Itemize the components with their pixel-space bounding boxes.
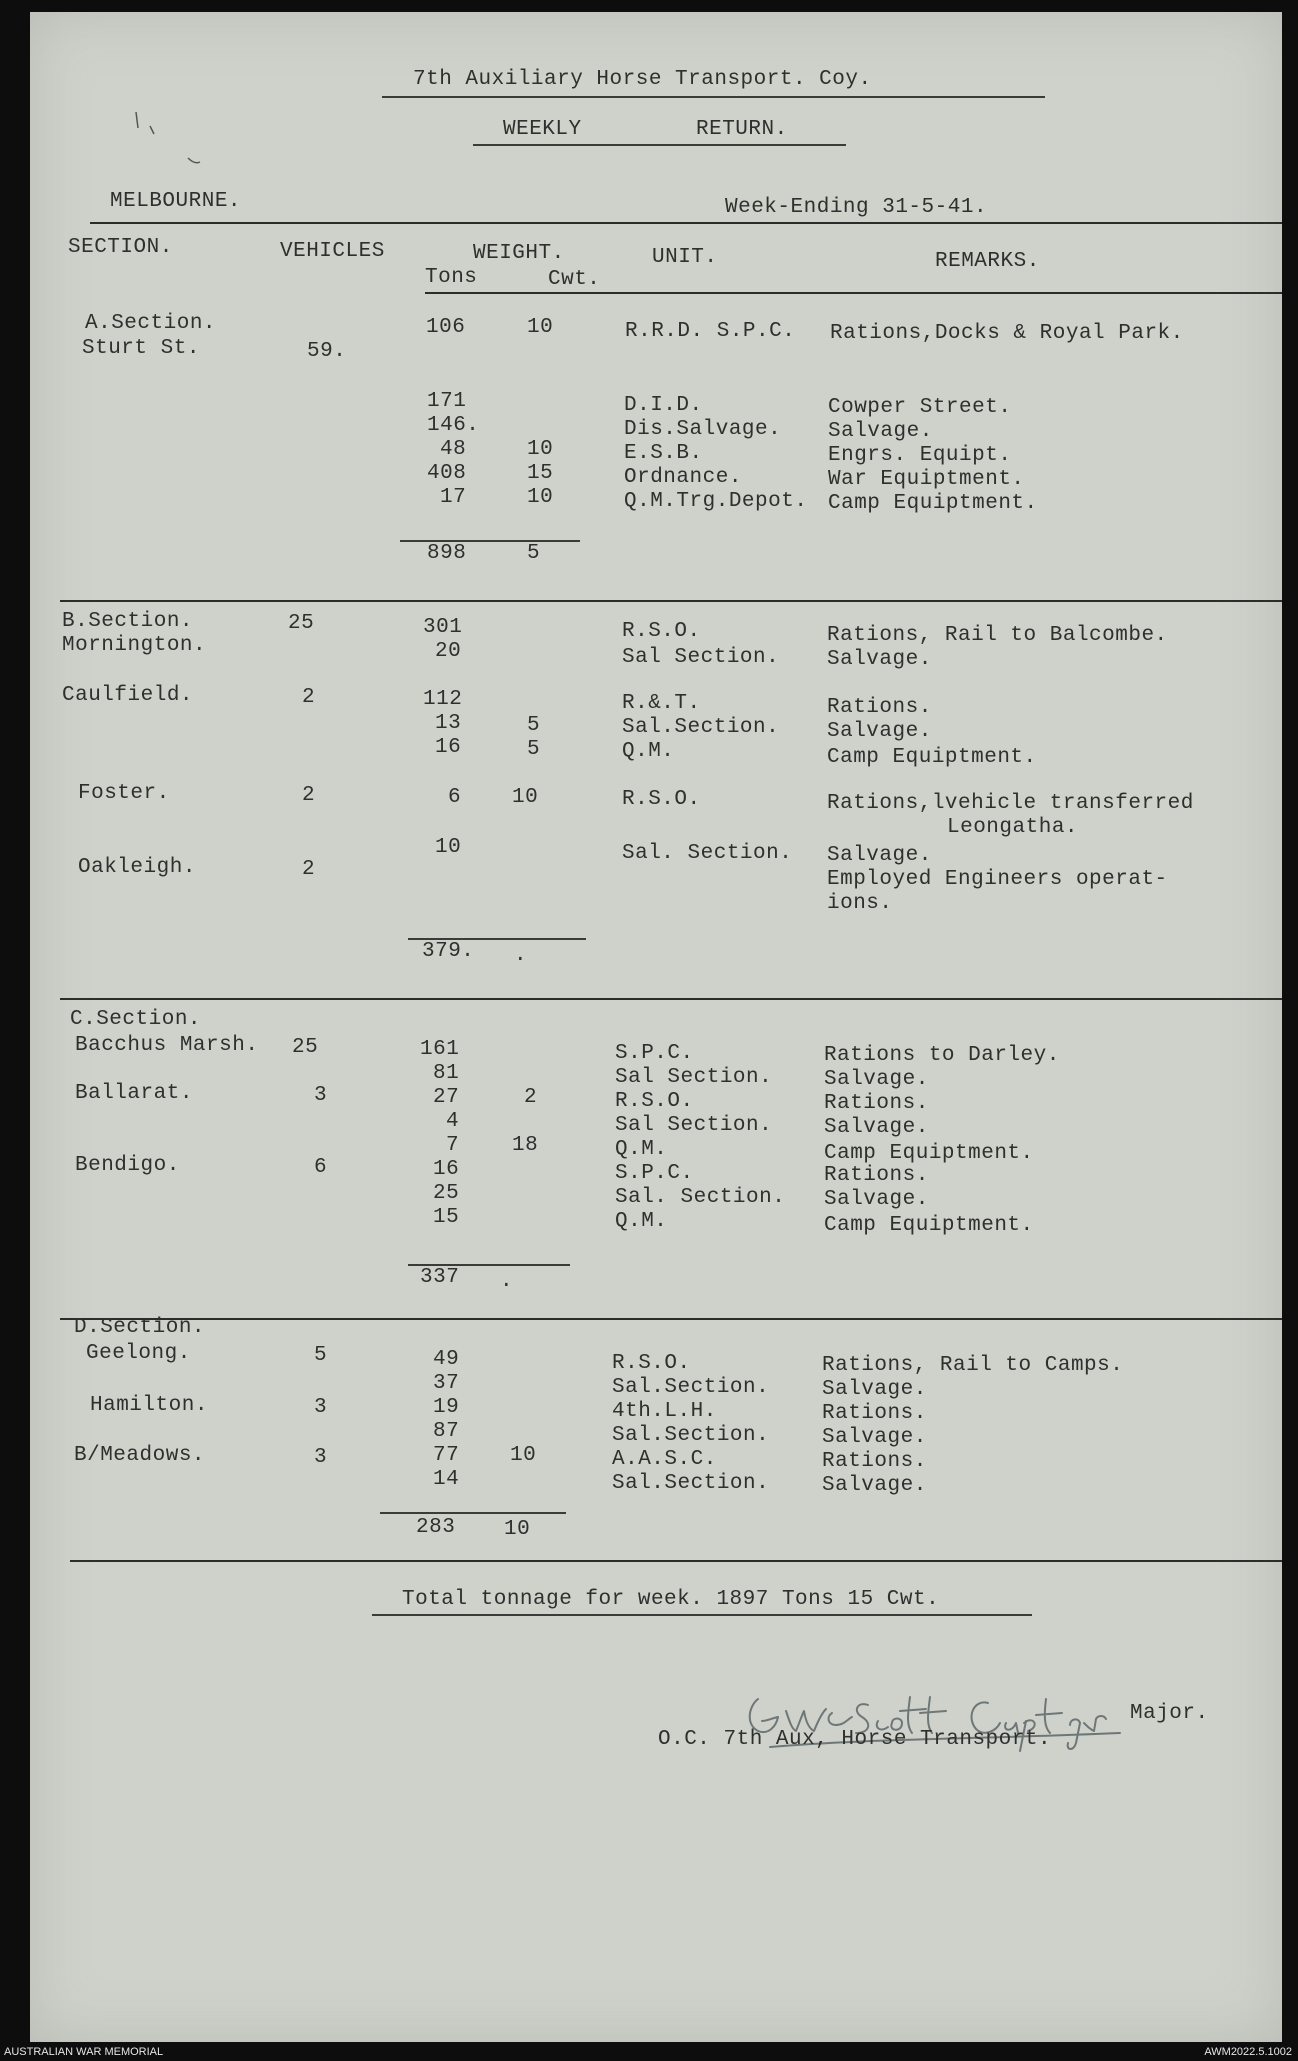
table-cell-unit: Sal Section. (622, 646, 780, 669)
table-cell-remarks: Salvage. (827, 844, 932, 867)
table-cell-remarks: Salvage. (822, 1474, 927, 1497)
c-bendigo-vehicles: 6 (314, 1156, 328, 1179)
signature-rank: Major. (1130, 1702, 1209, 1725)
table-cell-tons: 81 (433, 1062, 460, 1085)
d-section-name: D.Section. (74, 1316, 206, 1339)
paper-marks (130, 108, 210, 188)
table-cell-remarks: Rations. (827, 696, 932, 719)
d-geelong-vehicles: 5 (314, 1344, 328, 1367)
b-place-foster: Foster. (78, 782, 170, 805)
table-cell-cwt: 5 (527, 738, 541, 761)
col-cwt: Cwt. (548, 268, 601, 291)
table-cell-remarks: Camp Equiptment. (824, 1214, 1034, 1237)
b-oakleigh-vehicles: 2 (302, 858, 316, 881)
table-cell-tons: 20 (435, 640, 462, 663)
table-cell-tons: 301 (423, 616, 463, 639)
table-cell-tons: 27 (433, 1086, 460, 1109)
table-cell-tons: 7 (446, 1134, 460, 1157)
table-cell-tons: 19 (433, 1396, 460, 1419)
table-cell-unit: R.S.O. (622, 788, 701, 811)
table-cell-remarks: Salvage. (824, 1068, 929, 1091)
table-cell-remarks: Rations, Rail to Balcombe. (827, 624, 1168, 647)
table-cell-remarks: War Equiptment. (828, 468, 1025, 491)
table-cell-tons: 15 (433, 1206, 460, 1229)
table-cell-remarks: Salvage. (824, 1188, 929, 1211)
table-cell-cwt: 10 (527, 438, 554, 461)
table-cell-unit: A.A.S.C. (612, 1448, 717, 1471)
section-divider (60, 998, 1282, 1000)
table-cell-tons: 106 (426, 316, 466, 339)
col-section: SECTION. (68, 236, 173, 259)
c-place-bendigo: Bendigo. (75, 1154, 180, 1177)
table-cell-tons: 37 (433, 1372, 460, 1395)
d-subtotal-rule (380, 1512, 566, 1514)
table-cell-unit: R.S.O. (612, 1352, 691, 1375)
subtitle-underline (473, 144, 846, 146)
c-bacchus-vehicles: 25 (292, 1036, 319, 1059)
table-cell-tons: 49 (433, 1348, 460, 1371)
b-total-dot: . (514, 944, 528, 967)
col-vehicles: VEHICLES (280, 240, 385, 263)
footer-source: AUSTRALIAN WAR MEMORIAL (4, 2046, 164, 2058)
c-place-bacchus: Bacchus Marsh. (75, 1034, 259, 1057)
grand-total-underline (372, 1614, 1032, 1616)
c-section-name: C.Section. (70, 1008, 202, 1031)
title-underline (382, 96, 1045, 98)
table-cell-remarks: Camp Equiptment. (824, 1142, 1034, 1165)
archive-footer (0, 2045, 1298, 2061)
table-cell-cwt: 2 (524, 1086, 538, 1109)
table-cell-tons: 6 (448, 786, 462, 809)
col-tons: Tons (425, 266, 478, 289)
a-section-place: Sturt St. (82, 337, 200, 360)
table-cell-remarks: Salvage. (822, 1378, 927, 1401)
table-cell-unit: R.&.T. (622, 692, 701, 715)
remark-continuation: ions. (827, 892, 893, 915)
table-cell-remarks: Salvage. (827, 648, 932, 671)
b-total: 379. (422, 940, 475, 963)
section-divider (70, 1560, 1282, 1562)
d-total-cwt: 10 (504, 1518, 531, 1541)
table-cell-remarks: Salvage. (827, 720, 932, 743)
table-cell-tons: 13 (435, 712, 462, 735)
remark-continuation: Leongatha. (947, 816, 1079, 839)
table-cell-remarks: Salvage. (824, 1116, 929, 1139)
table-cell-tons: 25 (433, 1182, 460, 1205)
table-cell-unit: Q.M. (615, 1138, 668, 1161)
d-place-hamilton: Hamilton. (90, 1394, 208, 1417)
table-cell-tons: 16 (433, 1158, 460, 1181)
col-unit: UNIT. (652, 246, 718, 269)
company-title: 7th Auxiliary Horse Transport. Coy. (413, 68, 872, 91)
table-cell-tons: 112 (423, 688, 463, 711)
b-place-oakleigh: Oakleigh. (78, 856, 196, 879)
table-cell-tons: 77 (433, 1444, 460, 1467)
table-cell-remarks: Rations. (822, 1402, 927, 1425)
table-cell-remarks: Rations. (824, 1164, 929, 1187)
b-place-caulfield: Caulfield. (62, 684, 194, 707)
a-total-cwt: 5 (527, 542, 541, 565)
grand-total: Total tonnage for week. 1897 Tons 15 Cwt. (402, 1588, 940, 1611)
d-place-meadows: B/Meadows. (74, 1444, 206, 1467)
table-cell-unit: Q.M.Trg.Depot. (624, 490, 808, 513)
c-ballarat-vehicles: 3 (314, 1084, 328, 1107)
table-cell-remarks: Rations to Darley. (824, 1044, 1060, 1067)
table-cell-cwt: 10 (527, 316, 554, 339)
table-cell-tons: 16 (435, 736, 462, 759)
table-cell-remarks: Rations. (822, 1450, 927, 1473)
d-hamilton-vehicles: 3 (314, 1396, 328, 1419)
table-cell-tons: 48 (440, 438, 467, 461)
table-cell-remarks: Rations, Rail to Camps. (822, 1354, 1124, 1377)
c-place-ballarat: Ballarat. (75, 1082, 193, 1105)
table-cell-unit: R.S.O. (622, 620, 701, 643)
table-cell-remarks: Rations,Docks & Royal Park. (830, 322, 1184, 345)
table-cell-tons: 10 (435, 836, 462, 859)
table-cell-unit: Sal.Section. (612, 1472, 770, 1495)
table-cell-unit: Sal.Section. (612, 1376, 770, 1399)
location: MELBOURNE. (110, 190, 242, 213)
a-section-vehicles: 59. (307, 340, 347, 363)
table-cell-unit: Q.M. (615, 1210, 668, 1233)
table-cell-tons: 408 (427, 462, 467, 485)
table-cell-unit: R.R.D. S.P.C. (625, 320, 796, 343)
table-cell-remarks: Rations,lvehicle transferred (827, 792, 1194, 815)
table-cell-tons: 161 (420, 1038, 460, 1061)
table-cell-tons: 14 (433, 1468, 460, 1491)
weekly-word: WEEKLY (503, 118, 582, 141)
table-cell-unit: Sal.Section. (612, 1424, 770, 1447)
a-section-name: A.Section. (85, 312, 217, 335)
column-heading-rule (425, 292, 1282, 294)
table-cell-cwt: 15 (527, 462, 554, 485)
table-cell-unit: 4th.L.H. (612, 1400, 717, 1423)
b-section-vehicles: 25 (288, 612, 315, 635)
table-cell-unit: Sal. Section. (615, 1186, 786, 1209)
table-cell-unit: R.S.O. (615, 1090, 694, 1113)
table-cell-remarks: Camp Equiptment. (828, 492, 1038, 515)
b-caulfield-vehicles: 2 (302, 686, 316, 709)
document-page (30, 12, 1282, 2042)
section-divider (60, 1318, 1282, 1320)
table-cell-unit: Q.M. (622, 740, 675, 763)
c-total-dot: . (500, 1270, 514, 1293)
table-cell-remarks: Salvage. (828, 420, 933, 443)
table-cell-unit: Dis.Salvage. (624, 418, 782, 441)
table-cell-remarks: Cowper Street. (828, 396, 1012, 419)
table-cell-unit: D.I.D. (624, 394, 703, 417)
table-cell-remarks: Camp Equiptment. (827, 746, 1037, 769)
table-cell-cwt: 10 (527, 486, 554, 509)
b-section-name: B.Section. (62, 610, 194, 633)
table-cell-tons: 17 (440, 486, 467, 509)
table-cell-cwt: 5 (527, 714, 541, 737)
col-remarks: REMARKS. (935, 250, 1040, 273)
table-cell-unit: Sal. Section. (622, 842, 793, 865)
table-cell-unit: S.P.C. (615, 1162, 694, 1185)
table-cell-tons: 4 (446, 1110, 460, 1133)
section-divider (60, 600, 1282, 602)
table-cell-unit: E.S.B. (624, 442, 703, 465)
table-cell-remarks: Engrs. Equipt. (828, 444, 1012, 467)
d-meadows-vehicles: 3 (314, 1446, 328, 1469)
signature-title: O.C. 7th Aux, Horse Transport. (658, 1728, 1052, 1751)
table-cell-cwt: 10 (512, 786, 539, 809)
table-cell-unit: S.P.C. (615, 1042, 694, 1065)
table-cell-unit: Ordnance. (624, 466, 742, 489)
a-total-tons: 898 (427, 542, 467, 565)
footer-reference: AWM2022.5.1002 (1204, 2046, 1292, 2058)
remark-continuation: Employed Engineers operat- (827, 868, 1168, 891)
b-place-mornington: Mornington. (62, 634, 207, 657)
table-cell-tons: 146. (427, 414, 480, 437)
table-cell-unit: Sal Section. (615, 1114, 773, 1137)
d-total-tons: 283 (416, 1516, 456, 1539)
table-cell-remarks: Salvage. (822, 1426, 927, 1449)
week-ending: Week-Ending 31-5-41. (725, 196, 988, 219)
d-place-geelong: Geelong. (86, 1342, 191, 1365)
b-foster-vehicles: 2 (302, 784, 316, 807)
header-rule (90, 222, 1282, 224)
table-cell-cwt: 10 (510, 1444, 537, 1467)
table-cell-remarks: Rations. (824, 1092, 929, 1115)
return-word: RETURN. (696, 118, 788, 141)
c-total: 337 (420, 1266, 460, 1289)
table-cell-tons: 171 (427, 390, 467, 413)
table-cell-unit: Sal Section. (615, 1066, 773, 1089)
table-cell-tons: 87 (433, 1420, 460, 1443)
table-cell-unit: Sal.Section. (622, 716, 780, 739)
table-cell-cwt: 18 (512, 1134, 539, 1157)
col-weight: WEIGHT. (473, 242, 565, 265)
